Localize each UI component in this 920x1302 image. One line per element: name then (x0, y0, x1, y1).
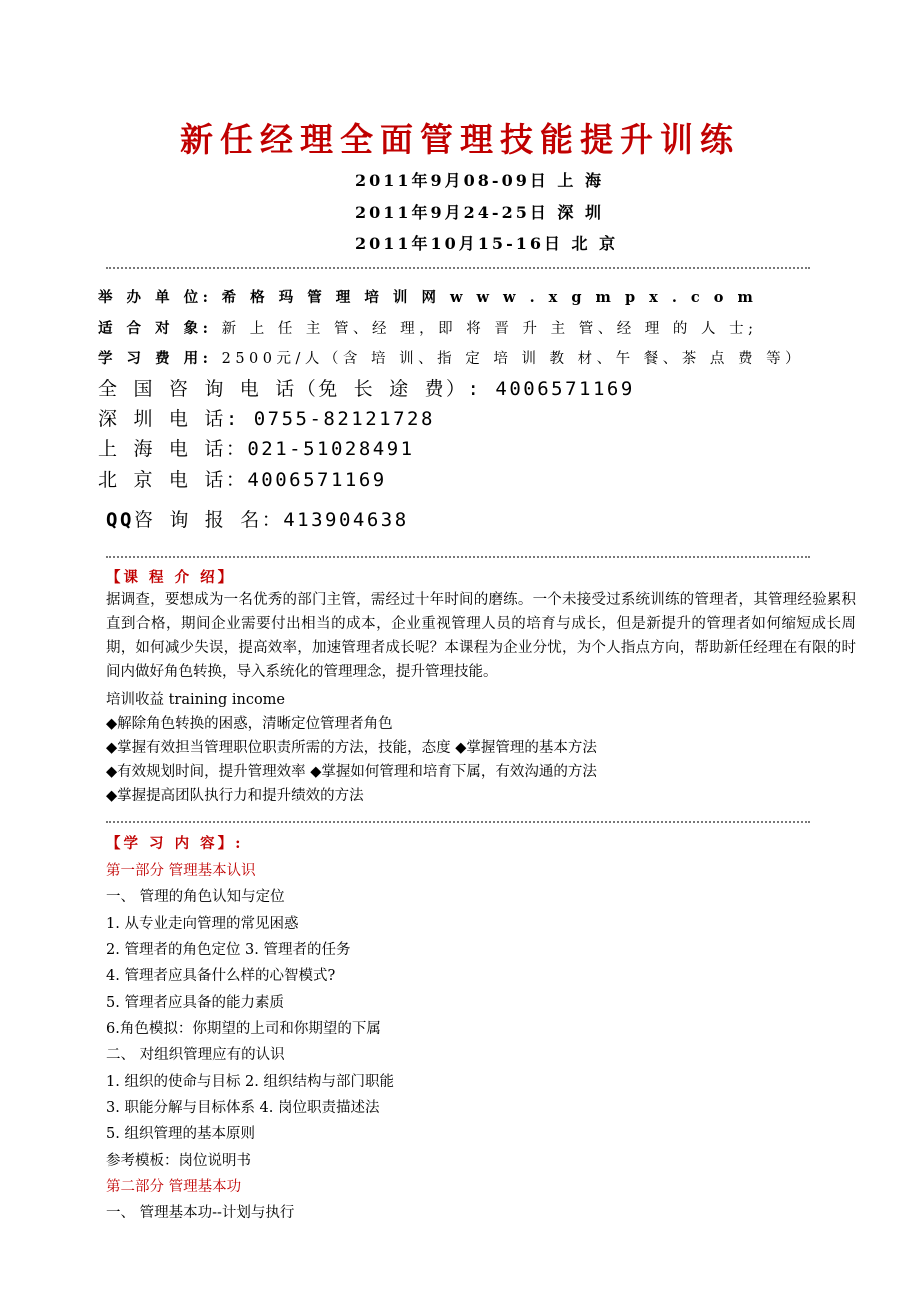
benefit-item: ◆掌握提高团队执行力和提升绩效的方法 (106, 788, 364, 804)
content-line: 1. 从专业走向管理的常见困惑 (106, 916, 299, 932)
content-heading: 【学 习 内 容】: (106, 835, 244, 852)
audience-row (98, 317, 758, 338)
content-line: 5. 组织管理的基本原则 (106, 1126, 255, 1142)
qq-label: QQ (106, 509, 134, 531)
intro-paragraph: 据调查，要想成为一名优秀的部门主管，需经过十年时间的磨练。一个未接受过系统训练的管理者，其管理经验累积直到合格，期间企业需要付出相当的成本，企业重视管理人员的培育与成长，但是新提升的管理者如何缩短成长周期，如何减少失误，提高效率，加速管理者成长呢？本课程为企业分忧，为个人指点方向，帮助新任经理在有限的时间内做好角色转换，导入系统化的管理理念，提升管理技能。 (106, 592, 856, 680)
phone-national: 全 国 咨 询 电 话（免 长 途 费）: 4006571169 (98, 378, 635, 400)
date-shanghai: 2011年9月08-09日 上 海 (355, 171, 604, 190)
content-line: 参考模板：岗位说明书 (106, 1153, 251, 1169)
phone-shenzhen: 深 圳 电 话: 0755-82121728 (98, 408, 435, 430)
qq-value: 咨 询 报 名：413904638 (133, 509, 409, 531)
content-line: 二、 对组织管理应有的认识 (106, 1047, 285, 1063)
date-beijing: 2011年10月15-16日 北 京 (355, 234, 619, 253)
content-line: 一、 管理的角色认知与定位 (106, 889, 285, 905)
content-line: 一、 管理基本功--计划与执行 (106, 1205, 295, 1221)
content-line: 6.角色模拟：你期望的上司和你期望的下属 (106, 1021, 381, 1037)
phone-beijing: 北 京 电 话：4006571169 (98, 469, 387, 491)
organizer-row (98, 286, 757, 307)
audience-label: 适 合 对 象: (98, 320, 213, 337)
benefit-item: ◆有效规划时间，提升管理效率 ◆掌握如何管理和培育下属，有效沟通的方法 (106, 764, 597, 780)
qq-contact (106, 505, 409, 532)
benefit-item: ◆掌握有效担当管理职位职责所需的方法，技能，态度 ◆掌握管理的基本方法 (106, 740, 597, 756)
content-line: 2. 管理者的角色定位 3. 管理者的任务 (106, 942, 351, 958)
divider (106, 821, 810, 823)
audience-value: 新 上 任 主 管、经 理，即 将 晋 升 主 管、经 理 的 人 士; (221, 321, 758, 337)
content-line: 4. 管理者应具备什么样的心智模式? (106, 968, 336, 984)
page-title: 新任经理全面管理技能提升训练 (180, 120, 740, 159)
fee-row (98, 347, 804, 368)
content-line: 5. 管理者应具备的能力素质 (106, 995, 284, 1011)
phone-shanghai: 上 海 电 话：021-51028491 (98, 438, 415, 460)
content-line: 1. 组织的使命与目标 2. 组织结构与部门职能 (106, 1074, 394, 1090)
organizer-value: 希 格 玛 管 理 培 训 网 w w w . x g m p x . c o m (221, 289, 758, 306)
part-heading: 第一部分 管理基本认识 (106, 863, 256, 879)
divider (106, 267, 810, 269)
fee-label: 学 习 费 用: (98, 350, 213, 367)
date-shenzhen: 2011年9月24-25日 深 圳 (355, 203, 604, 222)
content-line: 3. 职能分解与目标体系 4. 岗位职责描述法 (106, 1100, 380, 1116)
organizer-label: 举 办 单 位: (98, 289, 213, 306)
divider (106, 556, 810, 558)
benefit-title: 培训收益 training income (106, 692, 286, 708)
part-heading: 第二部分 管理基本功 (106, 1179, 242, 1195)
fee-value: 2500元/人（含 培 训、指 定 培 训 教 材、午 餐、茶 点 费 等） (221, 351, 805, 367)
benefit-item: ◆解除角色转换的困惑，清晰定位管理者角色 (106, 716, 393, 732)
intro-heading: 【课 程 介 绍】 (106, 569, 236, 586)
